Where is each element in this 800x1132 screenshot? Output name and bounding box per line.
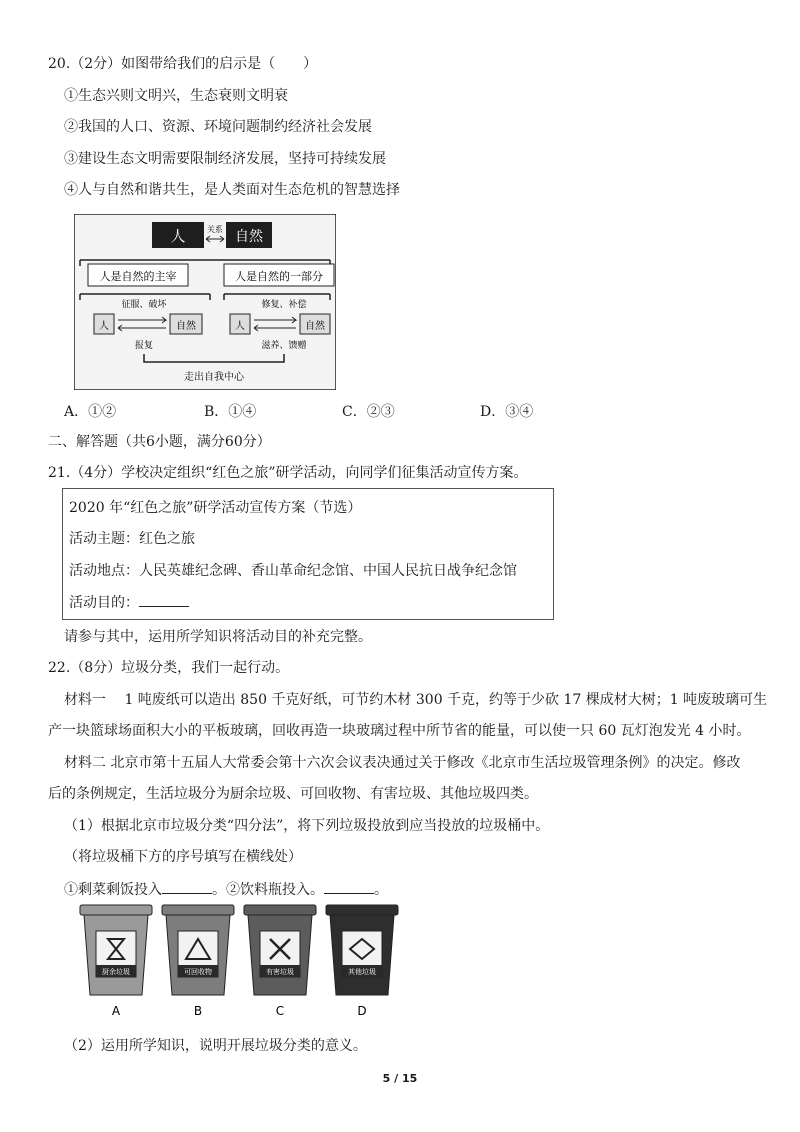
q22-fill-a: ①剩菜剩饭投入 bbox=[64, 882, 162, 898]
diagram-right-top-label: 修复、补偿 bbox=[261, 300, 307, 310]
diagram-left-nature: 自然 bbox=[176, 321, 196, 332]
q22-fill-end: 。 bbox=[374, 882, 388, 898]
q21-purpose bbox=[69, 592, 189, 613]
q20-option-2: ②我国的人口、资源、环境问题制约经济社会发展 bbox=[64, 119, 372, 135]
trash-bins-figure bbox=[76, 903, 406, 1019]
human-nature-diagram bbox=[74, 214, 336, 390]
bin-c-label: 有害垃圾 bbox=[266, 968, 294, 976]
q22-sub2: （2）运用所学知识，说明开展垃圾分类的意义。 bbox=[64, 1038, 367, 1054]
q20-answer-choices bbox=[64, 401, 724, 421]
diagram-right-bottom-label: 滋养、馈赠 bbox=[261, 341, 307, 351]
q21-box-title: 2020 年“红色之旅”研学活动宣传方案（节选） bbox=[69, 500, 362, 516]
section-heading: 二、解答题（共6小题，满分60分） bbox=[48, 434, 271, 450]
q21-purpose-label: 活动目的： bbox=[69, 595, 139, 611]
diagram-left-top-label: 征服、破坏 bbox=[121, 300, 167, 310]
q20-answer-d: D．③④ bbox=[480, 404, 534, 420]
q21-stem: 21.（4分）学校决定组织“红色之旅”研学活动，向同学们征集活动宣传方案。 bbox=[48, 465, 528, 481]
q22-fill-b: 。②饮料瓶投入。 bbox=[212, 882, 324, 898]
bin-a bbox=[80, 905, 152, 1018]
diagram-left-person: 人 bbox=[99, 321, 109, 332]
diagram-top-person: 人 bbox=[170, 227, 186, 245]
q22-material1-line1: 材料一 1 吨废纸可以造出 850 千克好纸，可节约木材 300 千克，约等于少砍 17 棵成材大树；1 吨废玻璃可生 bbox=[64, 692, 768, 708]
bin-a-label: 厨余垃圾 bbox=[102, 968, 130, 976]
q21-plan-box bbox=[62, 488, 554, 620]
diagram-right-person: 人 bbox=[235, 321, 245, 332]
page-number: 5 / 15 bbox=[382, 1072, 418, 1085]
diagram-left-bottom-label: 报复 bbox=[134, 341, 154, 351]
q22-sub1: （1）根据北京市垃圾分类“四分法”，将下列垃圾投放到应当投放的垃圾桶中。 bbox=[64, 818, 550, 834]
diagram-top-nature: 自然 bbox=[235, 229, 263, 245]
q21-purpose-blank bbox=[139, 592, 189, 607]
bin-d-letter: D bbox=[357, 1004, 367, 1018]
bin-a-letter: A bbox=[111, 1004, 121, 1018]
diagram-relation: 关系 bbox=[207, 225, 223, 234]
q22-fill-line bbox=[64, 879, 388, 900]
q20-answer-a: A．①② bbox=[64, 404, 117, 420]
q20-option-1: ①生态兴则文明兴，生态衰则文明衰 bbox=[64, 88, 288, 104]
q20-stem: 20.（2分）如图带给我们的启示是（ ） bbox=[48, 56, 318, 72]
q20-answer-b: B．①④ bbox=[204, 404, 257, 420]
bin-c bbox=[244, 905, 316, 1018]
q21-theme: 活动主题：红色之旅 bbox=[69, 531, 195, 547]
q22-sub1-note: （将垃圾桶下方的序号填写在横线处） bbox=[64, 849, 302, 865]
q22-blank-2 bbox=[324, 879, 374, 894]
q20-answer-c: C．②③ bbox=[342, 404, 395, 420]
diagram-left-box: 人是自然的主宰 bbox=[99, 270, 177, 283]
q22-blank-1 bbox=[162, 879, 212, 894]
q22-stem: 22.（8分）垃圾分类，我们一起行动。 bbox=[48, 660, 290, 676]
bin-b bbox=[162, 905, 234, 1018]
bin-b-label: 可回收物 bbox=[184, 968, 212, 976]
q20-option-4: ④人与自然和谐共生，是人类面对生态危机的智慧选择 bbox=[64, 182, 400, 198]
q21-instruction: 请参与其中，运用所学知识将活动目的补充完整。 bbox=[64, 629, 372, 645]
diagram-bottom-label: 走出自我中心 bbox=[184, 372, 244, 383]
bin-d bbox=[326, 905, 398, 1018]
diagram-right-nature: 自然 bbox=[305, 321, 325, 332]
q21-place: 活动地点：人民英雄纪念碑、香山革命纪念馆、中国人民抗日战争纪念馆 bbox=[69, 563, 517, 579]
q20-option-3: ③建设生态文明需要限制经济发展，坚持可持续发展 bbox=[64, 151, 386, 167]
bin-c-letter: C bbox=[275, 1004, 285, 1018]
q22-material2-line2: 后的条例规定，生活垃圾分为厨余垃圾、可回收物、有害垃圾、其他垃圾四类。 bbox=[48, 786, 538, 802]
q22-material2-line1: 材料二 北京市第十五届人大常委会第十六次会议表决通过关于修改《北京市生活垃圾管理条例》的决定。修改 bbox=[64, 755, 741, 771]
bin-d-label: 其他垃圾 bbox=[348, 968, 376, 976]
diagram-right-box: 人是自然的一部分 bbox=[235, 270, 323, 283]
bin-b-letter: B bbox=[193, 1004, 203, 1018]
q22-material1-line2: 产一块篮球场面积大小的平板玻璃，回收再造一块玻璃过程中所节省的能量，可以使一只 60 瓦灯泡发光 4 小时。 bbox=[48, 723, 751, 739]
